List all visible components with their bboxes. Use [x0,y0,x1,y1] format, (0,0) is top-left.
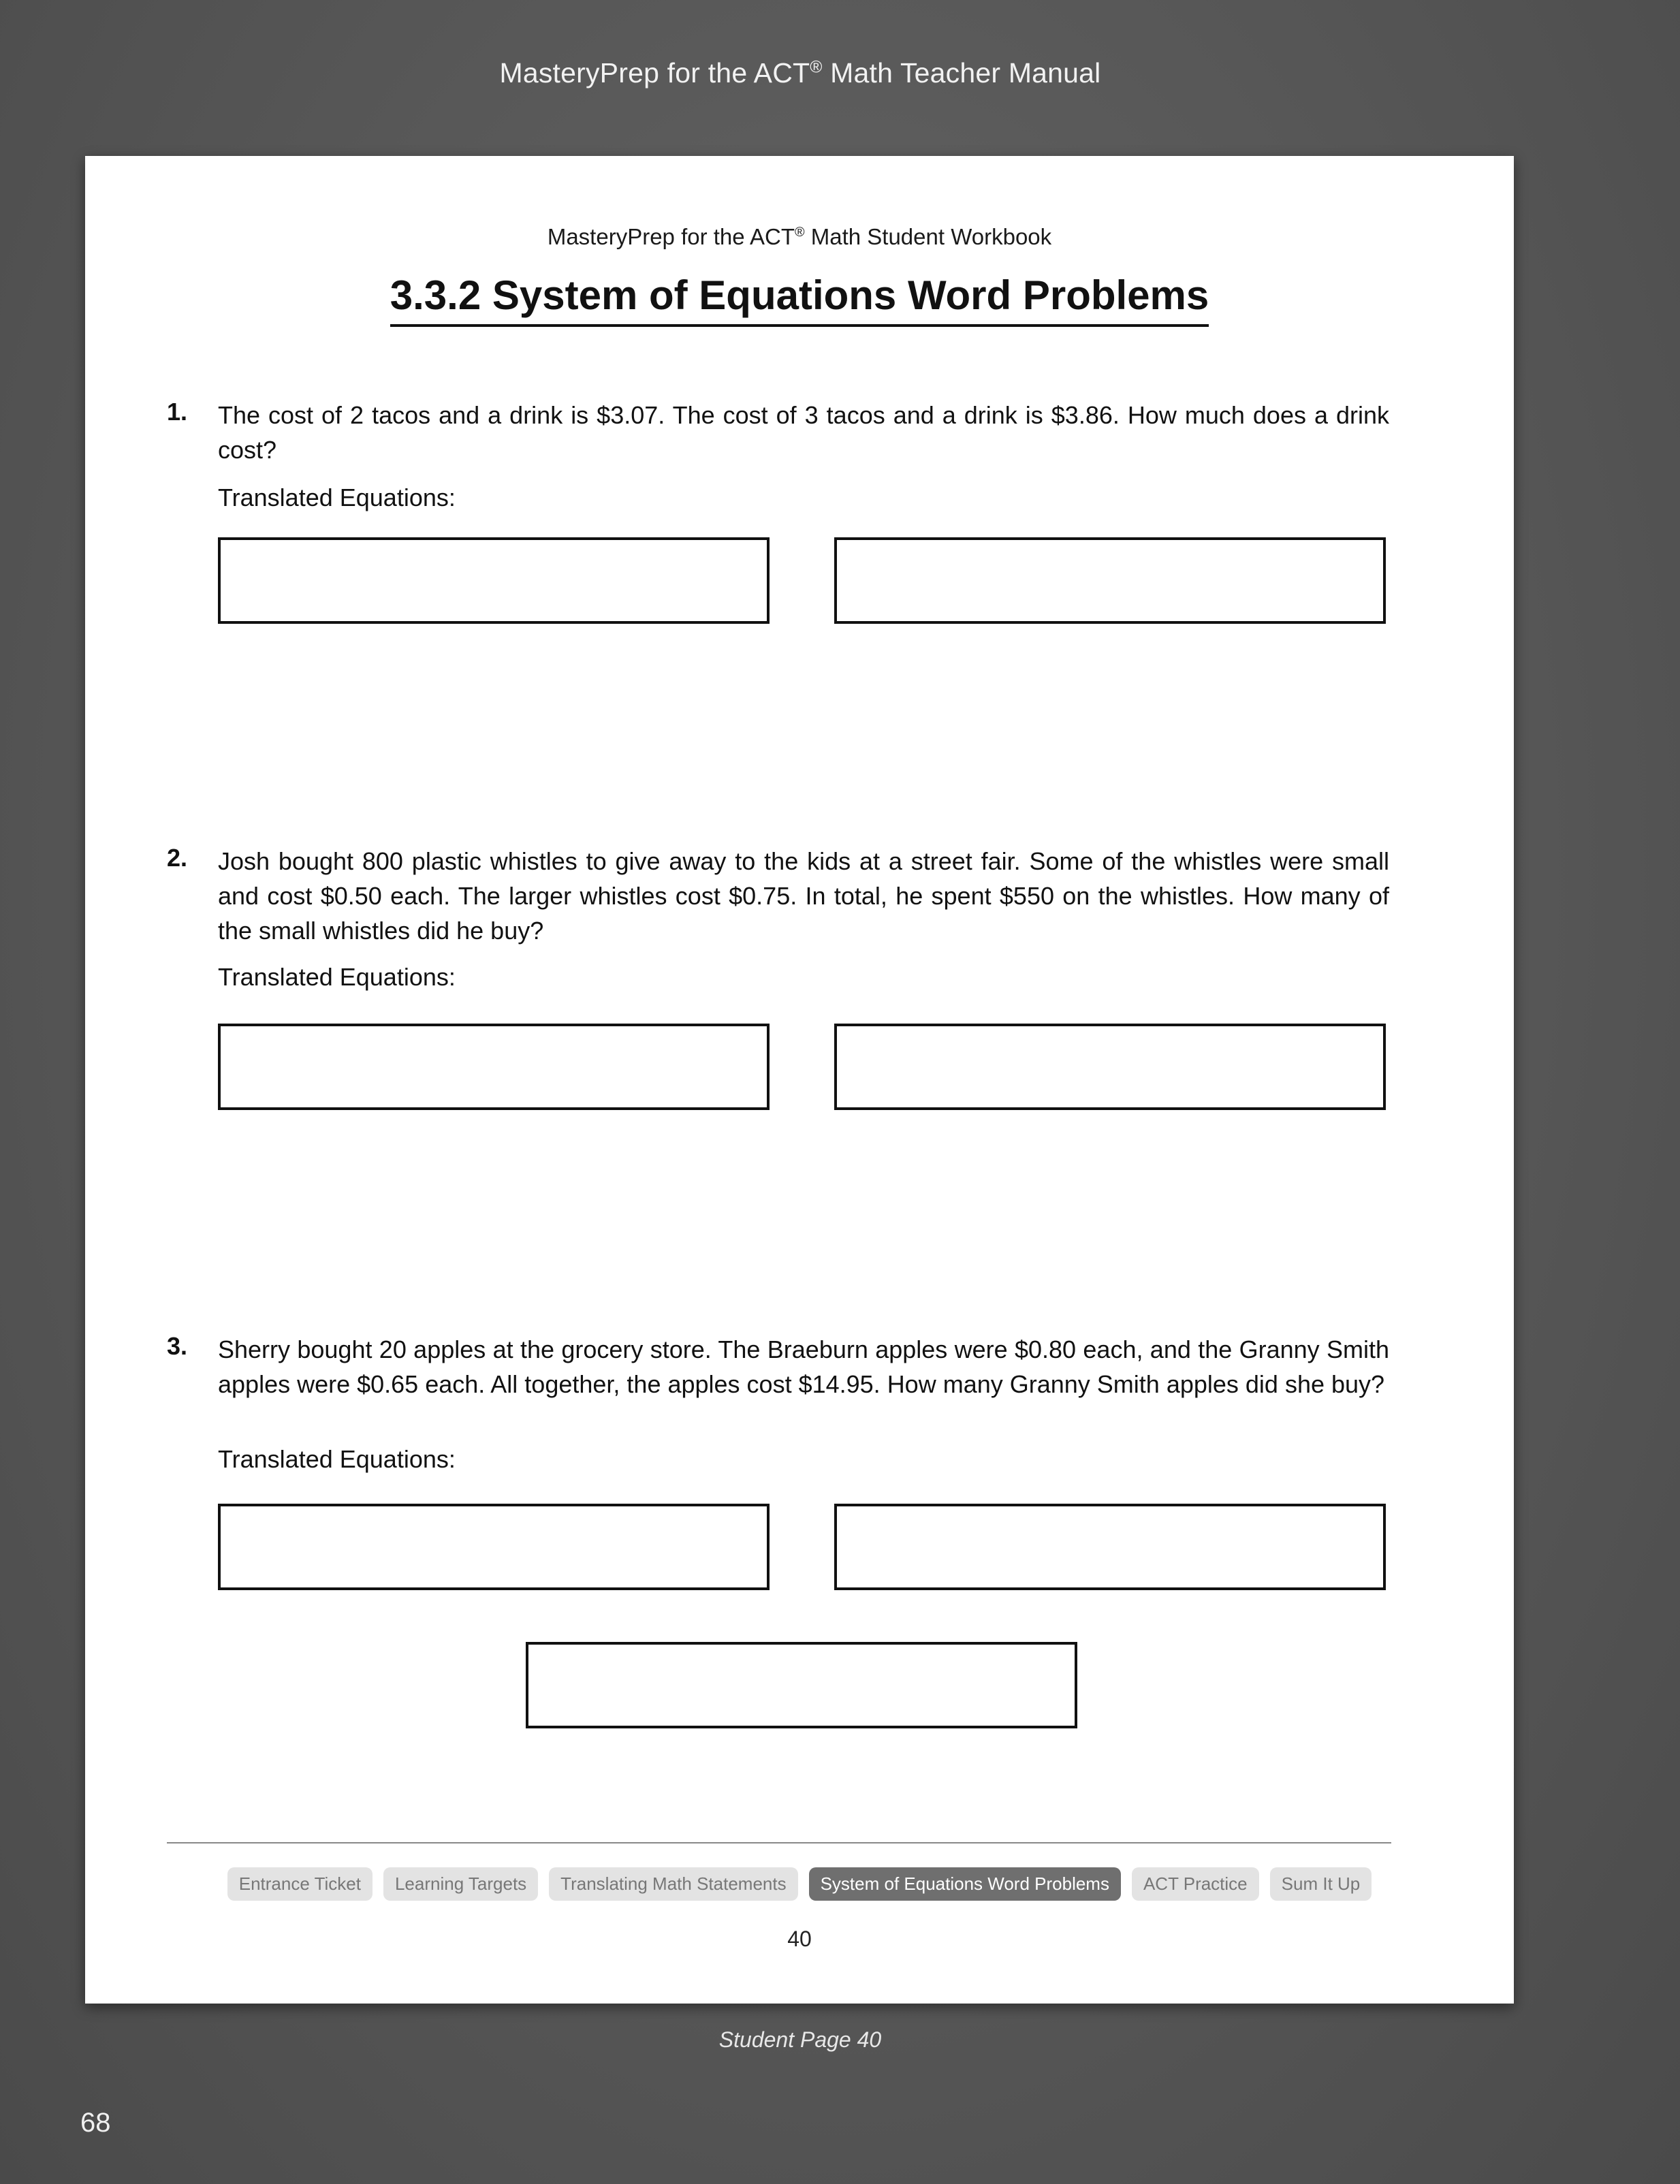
tab-translating-math-statements[interactable]: Translating Math Statements [549,1867,797,1901]
equation-answer-box-1[interactable] [218,537,770,624]
registered-mark: ® [810,58,823,77]
tab-entrance-ticket[interactable]: Entrance Ticket [227,1867,373,1901]
equation-answer-box-2[interactable] [834,537,1386,624]
manual-header: MasteryPrep for the ACT® Math Teacher Manual [499,57,1101,89]
equation-answer-box-2[interactable] [834,1504,1386,1590]
workbook-page [85,156,1514,2004]
tab-sum-it-up[interactable]: Sum It Up [1270,1867,1372,1901]
section-nav [85,1867,1514,1901]
translated-equations-label: Translated Equations: [218,963,456,991]
translated-equations-label: Translated Equations: [218,484,456,511]
translated-equations-label: Translated Equations: [218,1445,456,1473]
tab-learning-targets[interactable]: Learning Targets [383,1867,538,1901]
page-title: 3.3.2 System of Equations Word Problems [85,272,1514,327]
equation-answer-box-1[interactable] [218,1504,770,1590]
manual-page-number: 68 [80,2108,111,2138]
problem-text: Sherry bought 20 apples at the grocery store. The Braeburn apples were $0.80 each, and the Granny Smith apples were $0.65 each. All together, the apples cost $14.95. How many Granny Smith apples did she buy? [218,1335,1389,1398]
registered-mark: ® [794,225,805,240]
problem-text: Josh bought 800 plastic whistles to give away to the kids at a street fair. Some of the whistles were small and cost $0.50 each. The larger whistles cost $0.75. In total, he spent $550 on the whistles. How many of the small whistles did he buy? [218,847,1389,945]
equation-answer-box-1[interactable] [218,1024,770,1110]
workbook-header: MasteryPrep for the ACT® Math Student Workbook [547,224,1052,249]
student-page-caption: Student Page 40 [718,2027,882,2052]
tab-system-of-equations-word-problems[interactable]: System of Equations Word Problems [809,1867,1121,1901]
workbook-page-number: 40 [787,1927,812,1951]
equation-answer-box-3[interactable] [526,1642,1077,1728]
equation-answer-box-2[interactable] [834,1024,1386,1110]
problem-number: 3. [167,1332,188,1360]
problem-number: 1. [167,398,188,426]
problem-number: 2. [167,844,188,872]
problem-text: The cost of 2 tacos and a drink is $3.07. The cost of 3 tacos and a drink is $3.86. How much does a drink cost? [218,401,1389,464]
footer-divider [167,1842,1391,1843]
tab-act-practice[interactable]: ACT Practice [1132,1867,1259,1901]
